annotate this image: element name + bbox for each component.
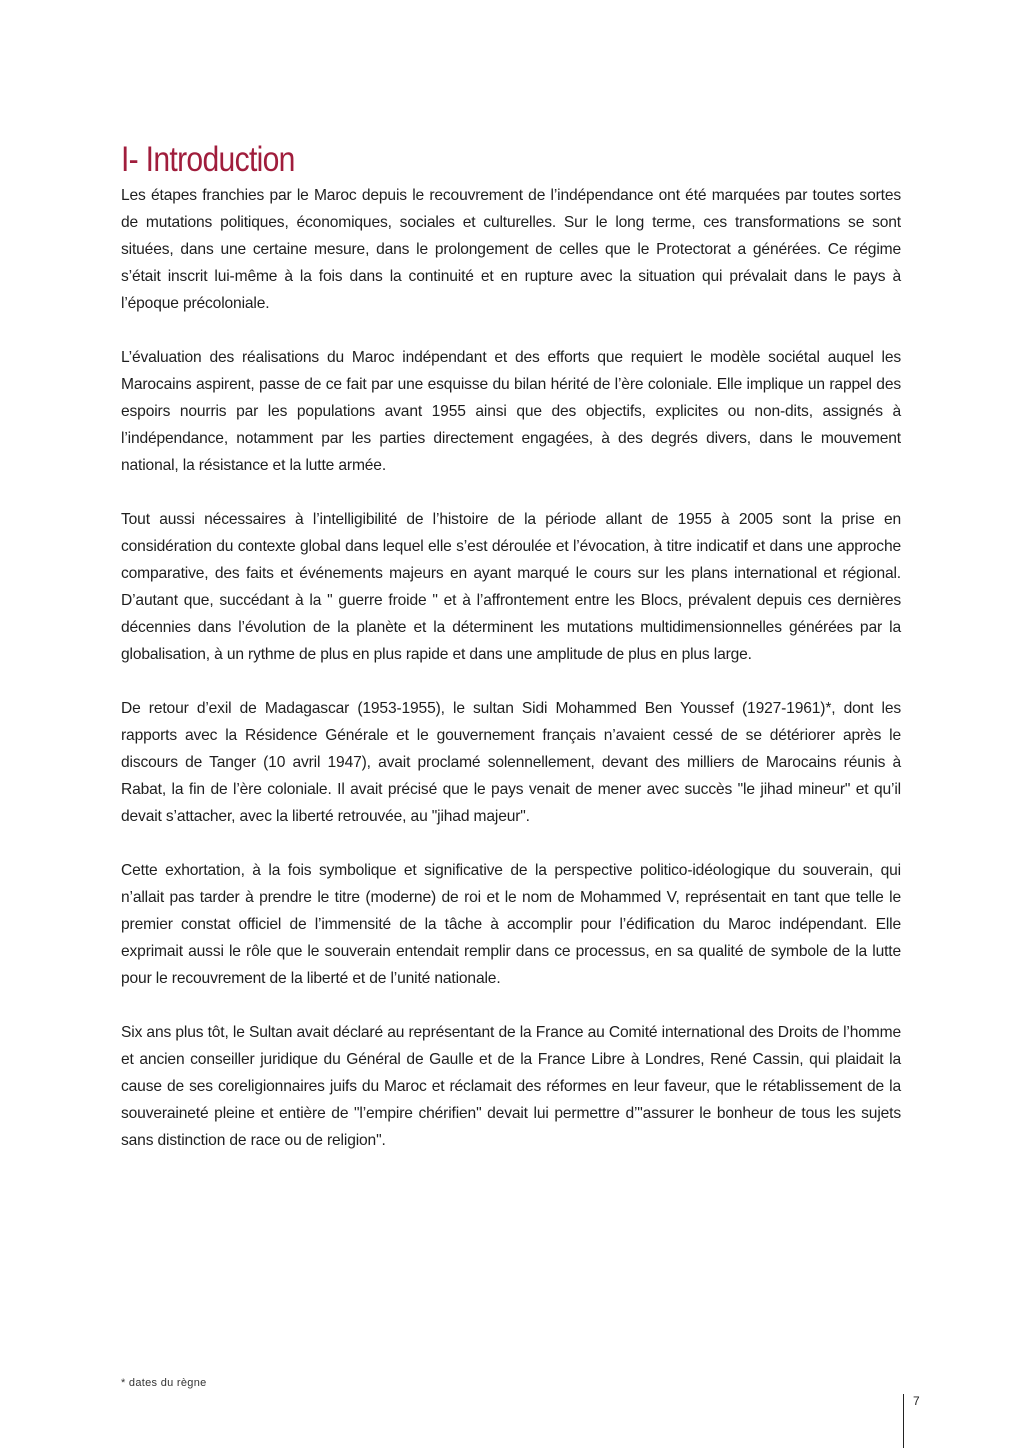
body-text bbox=[121, 182, 901, 1181]
section-title: I- Introduction bbox=[121, 140, 295, 179]
paragraph: L’évaluation des réalisations du Maroc indépendant et des efforts que requiert le modèle sociétal auquel les Marocains aspirent, passe de ce fait par une esquisse du bilan hérité de l’ère coloniale. Elle implique un rappel des espoirs nourris par les populations avant 1955 ainsi que des objectifs, explicites ou non-dits, assignés à l’indépendance, notamment par les parties directement engagées, à des degrés divers, dans le mouvement national, la résistance et la lutte armée. bbox=[121, 349, 901, 474]
paragraph: De retour d’exil de Madagascar (1953-1955), le sultan Sidi Mohammed Ben Youssef (1927-1961)*, dont les rapports avec la Résidence Générale et le gouvernement français n’avaient cessé de se détériorer après le discours de Tanger (10 avril 1947), avait proclamé solennellement, devant des milliers de Marocains réunis à Rabat, la fin de l’ère coloniale. Il avait précisé que le pays venait de mener avec succès "le jihad mineur" et qu’il devait s’attacher, avec la liberté retrouvée, au "jihad majeur". bbox=[121, 700, 901, 825]
footnote: * dates du règne bbox=[121, 1377, 207, 1389]
paragraph: Cette exhortation, à la fois symbolique et significative de la perspective politico-idéologique du souverain, qui n’allait pas tarder à prendre le titre (moderne) de roi et le nom de Mohammed V, représentait en tant que telle le premier constat officiel de l’immensité de la tâche à accomplir pour l’édification du Maroc indépendant. Elle exprimait aussi le rôle que le souverain entendait remplir dans ce processus, en sa qualité de symbole de la lutte pour le recouvrement de la liberté et de l’unité nationale. bbox=[121, 862, 901, 987]
paragraph: Six ans plus tôt, le Sultan avait déclaré au représentant de la France au Comité international des Droits de l’homme et ancien conseiller juridique du Général de Gaulle et de la France Libre à Londres, René Cassin, qui plaidait la cause de ses coreligionnaires juifs du Maroc et réclamait des réformes en leur faveur, que le rétablissement de la souveraineté pleine et entière de "l’empire chérifien" devait lui permettre d’"assurer le bonheur de tous les sujets sans distinction de race ou de religion". bbox=[121, 1024, 901, 1149]
paragraph: Les étapes franchies par le Maroc depuis le recouvrement de l’indépendance ont été marquées par toutes sortes de mutations politiques, économiques, sociales et culturelles. Sur le long terme, ces transformations se sont situées, dans une certaine mesure, dans le prolongement de celles que le Protectorat a générées. Ce régime s’était inscrit lui-même à la fois dans la continuité et en rupture avec la situation qui prévalait dans le pays à l’époque précoloniale. bbox=[121, 187, 901, 312]
page-number: 7 bbox=[913, 1394, 920, 1408]
paragraph: Tout aussi nécessaires à l’intelligibilité de l’histoire de la période allant de 1955 à 2005 sont la prise en considération du contexte global dans lequel elle s’est déroulée et l’évocation, à titre indicatif et dans une approche comparative, des faits et événements majeurs en ayant marqué le cours sur les plans international et régional. D’autant que, succédant à la " guerre froide " et à l’affrontement entre les Blocs, prévalent depuis ces dernières décennies dans l’évolution de la planète et la déterminent les mutations multidimensionnelles générées par la globalisation, à un rythme de plus en plus rapide et dans une amplitude de plus en plus large. bbox=[121, 511, 901, 663]
page-number-divider bbox=[903, 1394, 904, 1448]
